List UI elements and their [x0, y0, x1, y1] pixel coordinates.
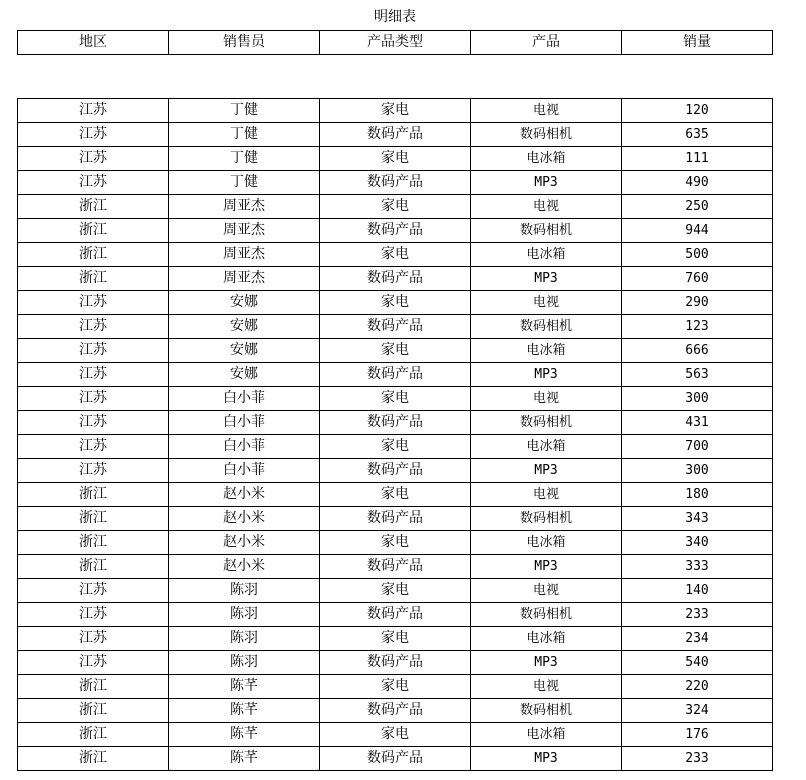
- cell-product: 电视: [471, 387, 622, 411]
- cell-product: 电视: [471, 195, 622, 219]
- cell-region: 江苏: [18, 579, 169, 603]
- cell-qty: 250: [622, 195, 773, 219]
- cell-salesperson: 陈羽: [169, 651, 320, 675]
- table-row: [18, 747, 773, 771]
- cell-salesperson: 周亚杰: [169, 267, 320, 291]
- cell-product: 电冰箱: [471, 243, 622, 267]
- cell-product: 电冰箱: [471, 723, 622, 747]
- table-row: [18, 627, 773, 651]
- cell-product: 数码相机: [471, 411, 622, 435]
- cell-category: 数码产品: [320, 219, 471, 243]
- cell-category: 数码产品: [320, 171, 471, 195]
- cell-region: 江苏: [18, 99, 169, 123]
- cell-salesperson: 陈羽: [169, 579, 320, 603]
- cell-product: 电冰箱: [471, 531, 622, 555]
- cell-qty: 234: [622, 627, 773, 651]
- table-row: [18, 579, 773, 603]
- cell-category: 家电: [320, 627, 471, 651]
- cell-region: 江苏: [18, 435, 169, 459]
- cell-region: 浙江: [18, 195, 169, 219]
- cell-category: 家电: [320, 195, 471, 219]
- cell-region: 浙江: [18, 675, 169, 699]
- cell-salesperson: 陈羽: [169, 627, 320, 651]
- cell-region: 浙江: [18, 531, 169, 555]
- cell-qty: 300: [622, 387, 773, 411]
- cell-product: 数码相机: [471, 123, 622, 147]
- cell-region: 浙江: [18, 723, 169, 747]
- cell-region: 江苏: [18, 171, 169, 195]
- cell-region: 浙江: [18, 219, 169, 243]
- cell-category: 数码产品: [320, 507, 471, 531]
- cell-region: 江苏: [18, 339, 169, 363]
- cell-qty: 324: [622, 699, 773, 723]
- cell-qty: 220: [622, 675, 773, 699]
- cell-product: 电视: [471, 99, 622, 123]
- cell-qty: 290: [622, 291, 773, 315]
- table-row: [18, 699, 773, 723]
- cell-region: 江苏: [18, 387, 169, 411]
- cell-category: 家电: [320, 579, 471, 603]
- cell-qty: 944: [622, 219, 773, 243]
- cell-region: 江苏: [18, 147, 169, 171]
- cell-qty: 233: [622, 747, 773, 771]
- data-body: [18, 99, 773, 771]
- cell-salesperson: 赵小米: [169, 507, 320, 531]
- cell-salesperson: 白小菲: [169, 411, 320, 435]
- cell-category: 家电: [320, 387, 471, 411]
- cell-category: 数码产品: [320, 747, 471, 771]
- cell-salesperson: 丁健: [169, 123, 320, 147]
- cell-category: 家电: [320, 99, 471, 123]
- table-row: [18, 603, 773, 627]
- table-row: [18, 243, 773, 267]
- table-row: [18, 315, 773, 339]
- header-category: 产品类型: [320, 31, 471, 55]
- cell-qty: 700: [622, 435, 773, 459]
- cell-category: 数码产品: [320, 555, 471, 579]
- cell-category: 家电: [320, 723, 471, 747]
- cell-product: 数码相机: [471, 315, 622, 339]
- table-row: [18, 363, 773, 387]
- cell-category: 数码产品: [320, 651, 471, 675]
- cell-qty: 120: [622, 99, 773, 123]
- cell-category: 家电: [320, 243, 471, 267]
- cell-category: 数码产品: [320, 603, 471, 627]
- cell-product: 电冰箱: [471, 627, 622, 651]
- table-row: [18, 387, 773, 411]
- table-row: [18, 555, 773, 579]
- header-product: 产品: [471, 31, 622, 55]
- cell-salesperson: 赵小米: [169, 531, 320, 555]
- cell-salesperson: 陈羽: [169, 603, 320, 627]
- cell-category: 数码产品: [320, 267, 471, 291]
- cell-salesperson: 丁健: [169, 99, 320, 123]
- cell-salesperson: 安娜: [169, 291, 320, 315]
- cell-salesperson: 安娜: [169, 339, 320, 363]
- cell-salesperson: 陈芊: [169, 747, 320, 771]
- cell-region: 浙江: [18, 699, 169, 723]
- table-row: [18, 99, 773, 123]
- cell-region: 浙江: [18, 555, 169, 579]
- cell-category: 家电: [320, 147, 471, 171]
- table-row: [18, 267, 773, 291]
- cell-salesperson: 白小菲: [169, 459, 320, 483]
- cell-category: 数码产品: [320, 315, 471, 339]
- cell-salesperson: 白小菲: [169, 387, 320, 411]
- cell-category: 数码产品: [320, 459, 471, 483]
- cell-product: MP3: [471, 171, 622, 195]
- cell-region: 浙江: [18, 483, 169, 507]
- cell-qty: 666: [622, 339, 773, 363]
- table-row: [18, 651, 773, 675]
- table-row: [18, 723, 773, 747]
- cell-salesperson: 陈芊: [169, 699, 320, 723]
- cell-qty: 490: [622, 171, 773, 195]
- cell-salesperson: 周亚杰: [169, 243, 320, 267]
- cell-product: 电视: [471, 675, 622, 699]
- header-table: [17, 30, 773, 55]
- cell-salesperson: 安娜: [169, 315, 320, 339]
- cell-salesperson: 陈芊: [169, 675, 320, 699]
- cell-product: 电视: [471, 291, 622, 315]
- cell-salesperson: 安娜: [169, 363, 320, 387]
- table-row: [18, 291, 773, 315]
- cell-region: 江苏: [18, 411, 169, 435]
- table-row: [18, 171, 773, 195]
- cell-product: 电冰箱: [471, 435, 622, 459]
- table-row: [18, 123, 773, 147]
- cell-qty: 111: [622, 147, 773, 171]
- cell-region: 江苏: [18, 627, 169, 651]
- header-qty: 销量: [622, 31, 773, 55]
- cell-salesperson: 丁健: [169, 171, 320, 195]
- cell-region: 江苏: [18, 363, 169, 387]
- data-table: [17, 98, 773, 771]
- cell-qty: 180: [622, 483, 773, 507]
- table-row: [18, 531, 773, 555]
- cell-product: 电冰箱: [471, 339, 622, 363]
- cell-product: MP3: [471, 747, 622, 771]
- table-row: [18, 507, 773, 531]
- cell-product: 数码相机: [471, 219, 622, 243]
- cell-region: 浙江: [18, 747, 169, 771]
- cell-product: 数码相机: [471, 603, 622, 627]
- table-row: [18, 147, 773, 171]
- cell-qty: 540: [622, 651, 773, 675]
- cell-qty: 233: [622, 603, 773, 627]
- cell-qty: 340: [622, 531, 773, 555]
- cell-region: 江苏: [18, 651, 169, 675]
- table-row: [18, 411, 773, 435]
- cell-product: 电视: [471, 579, 622, 603]
- cell-qty: 123: [622, 315, 773, 339]
- header-region: 地区: [18, 31, 169, 55]
- cell-qty: 176: [622, 723, 773, 747]
- table-row: [18, 339, 773, 363]
- cell-qty: 333: [622, 555, 773, 579]
- cell-category: 家电: [320, 435, 471, 459]
- cell-region: 江苏: [18, 123, 169, 147]
- cell-category: 家电: [320, 531, 471, 555]
- cell-salesperson: 周亚杰: [169, 195, 320, 219]
- cell-category: 家电: [320, 675, 471, 699]
- cell-category: 家电: [320, 291, 471, 315]
- cell-qty: 343: [622, 507, 773, 531]
- cell-qty: 140: [622, 579, 773, 603]
- cell-product: MP3: [471, 363, 622, 387]
- cell-qty: 760: [622, 267, 773, 291]
- cell-salesperson: 白小菲: [169, 435, 320, 459]
- cell-qty: 431: [622, 411, 773, 435]
- cell-product: 电冰箱: [471, 147, 622, 171]
- cell-salesperson: 赵小米: [169, 483, 320, 507]
- cell-category: 家电: [320, 339, 471, 363]
- cell-salesperson: 陈芊: [169, 723, 320, 747]
- header-row: [18, 31, 773, 55]
- table-row: [18, 195, 773, 219]
- cell-category: 数码产品: [320, 411, 471, 435]
- table-row: [18, 459, 773, 483]
- cell-region: 浙江: [18, 243, 169, 267]
- cell-product: 数码相机: [471, 699, 622, 723]
- cell-product: MP3: [471, 651, 622, 675]
- cell-salesperson: 丁健: [169, 147, 320, 171]
- cell-product: 数码相机: [471, 507, 622, 531]
- cell-category: 数码产品: [320, 699, 471, 723]
- table-row: [18, 435, 773, 459]
- cell-product: MP3: [471, 459, 622, 483]
- cell-category: 数码产品: [320, 363, 471, 387]
- cell-category: 家电: [320, 483, 471, 507]
- cell-region: 浙江: [18, 507, 169, 531]
- cell-region: 江苏: [18, 315, 169, 339]
- table-row: [18, 675, 773, 699]
- cell-region: 江苏: [18, 291, 169, 315]
- cell-region: 江苏: [18, 459, 169, 483]
- cell-product: MP3: [471, 555, 622, 579]
- cell-qty: 635: [622, 123, 773, 147]
- table-row: [18, 219, 773, 243]
- report-title: 明细表: [374, 9, 416, 25]
- cell-region: 浙江: [18, 267, 169, 291]
- cell-category: 数码产品: [320, 123, 471, 147]
- header-salesperson: 销售员: [169, 31, 320, 55]
- cell-product: 电视: [471, 483, 622, 507]
- cell-region: 江苏: [18, 603, 169, 627]
- cell-product: MP3: [471, 267, 622, 291]
- cell-salesperson: 周亚杰: [169, 219, 320, 243]
- cell-qty: 300: [622, 459, 773, 483]
- cell-salesperson: 赵小米: [169, 555, 320, 579]
- cell-qty: 563: [622, 363, 773, 387]
- table-row: [18, 483, 773, 507]
- cell-qty: 500: [622, 243, 773, 267]
